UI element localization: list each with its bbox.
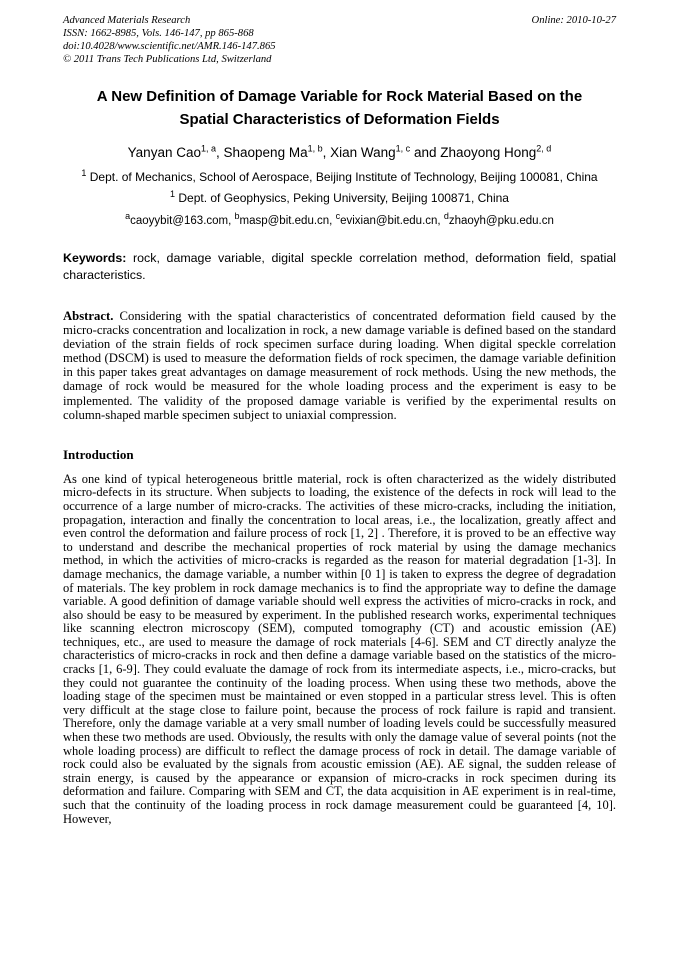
email-superscript: a xyxy=(125,211,131,222)
email-address: zhaoyh@pku.edu.cn xyxy=(448,215,554,227)
keywords-label: Keywords: xyxy=(63,251,127,265)
author-separator: , xyxy=(216,145,224,160)
abstract-text: Considering with the spatial characteristics of concentrated deformation field caused by the micro-cracks concentration and localization in rock, a new damage variable is defined based on the standard deviation of the strain fields of rock specimen surface during loading. When digital speckle correlation method (DSCM) is used to measure the deformation fields of rock specimen, the damage variable definition in this paper takes great advantages on damage measurement of rock methods. Using the new methods, the damage of rock would be measured for the whole loading process and the experiment is easy to be implemented. The validity of the proposed damage variable is verified by the experimental results on column-shaped marble specimen subject to uniaxial compression. xyxy=(63,309,616,422)
affiliation-2 xyxy=(63,191,616,206)
online-date: Online: 2010-10-27 xyxy=(531,15,616,26)
affiliation-superscript: 1 xyxy=(170,189,176,199)
author-superscript: 2, d xyxy=(536,143,552,154)
abstract-label: Abstract. xyxy=(63,309,114,323)
email-superscript: d xyxy=(443,211,449,222)
author-superscript: 1, c xyxy=(395,143,411,154)
email-address: masp@bit.edu.cn, xyxy=(239,215,336,227)
author-name: Shaopeng Ma xyxy=(223,145,308,160)
author-separator: and xyxy=(410,145,441,160)
email-address: caoyybit@163.com, xyxy=(130,215,235,227)
issn-line: ISSN: 1662-8985, Vols. 146-147, pp 865-868 xyxy=(63,28,254,39)
email-superscript: c xyxy=(335,211,341,222)
affiliation-text: Dept. of Geophysics, Peking University, Beijing 100871, China xyxy=(175,191,509,205)
abstract-paragraph xyxy=(63,309,616,422)
author-name: Xian Wang xyxy=(330,145,396,160)
emails-line xyxy=(63,211,616,228)
journal-name: Advanced Materials Research xyxy=(63,15,191,26)
affiliation-superscript: 1 xyxy=(81,168,87,178)
author-name: Zhaoyong Hong xyxy=(440,145,537,160)
author-separator: , xyxy=(322,145,331,160)
affiliation-text: Dept. of Mechanics, School of Aerospace, Beijing Institute of Technology, Beijing 100081, China xyxy=(86,170,598,184)
doi-line: doi:10.4028/www.scientific.net/AMR.146-147.865 xyxy=(63,41,276,52)
author-name: Yanyan Cao xyxy=(127,145,201,160)
publication-header xyxy=(63,14,616,66)
email-address: evixian@bit.edu.cn, xyxy=(340,215,444,227)
email-superscript: b xyxy=(234,211,240,222)
authors-line xyxy=(63,145,616,160)
publication-info xyxy=(63,14,276,66)
author-superscript: 1, a xyxy=(200,143,216,154)
paper-title: A New Definition of Damage Variable for Rock Material Based on the Spatial Characteristics of Deformation Fields xyxy=(96,88,583,128)
keywords-paragraph xyxy=(63,250,616,283)
section-heading-introduction: Introduction xyxy=(63,446,134,462)
keywords-text: rock, damage variable, digital speckle correlation method, deformation field, spatial characteristics. xyxy=(63,251,616,282)
author-superscript: 1, b xyxy=(307,143,323,154)
introduction-paragraph: As one kind of typical heterogeneous brittle material, rock is often characterized as the widely distributed micro-defects in its structure. When subjects to loading, the existence of the defects in rock will lead to the occurrence of a large number of micro-cracks. The activities of these micro-cracks, including the initiation, propagation, interaction and finally the concentration to local areas, i.e., the localization, greatly affect and even control the deformation and failure process of rock [1, 2] . Therefore, it is proved to be an effective way to understand and describe the mechanical properties of rock material by using the damage mechanics method, in which the activities of micro-cracks is regarded as the reason for material degradation [1-3]. In damage mechanics, the damage variable, a number within [0 1] is taken to express the degree of degradation of materials. The key problem in rock damage mechanics is to find the appropriate way to define the damage variable. A good definition of damage variable should well express the activities of micro-cracks in rock, and also should be easy to be measured by experiment. In the published research works, experimental techniques like scanning electron microscopy (SEM), computed tomography (CT) and acoustic emission (AE) techniques, etc., are used to measure the damage of rock materials [4-6]. SEM and CT directly analyze the characteristics of micro-cracks in rock and then define a damage variable based on the statistics of the micro-cracks [1, 6-9]. They could evaluate the damage of rock from its intermediate aspects, i.e., micro-cracks, but they could not guarantee the continuity of the loading process. When using these two methods, above the loading stage of the specimen must be maintained or even stopped in a particular stress level. This is often very difficult at the stage close to failure point, because the process of rock failure is rapid and transient. Therefore, only the damage variable at a very small number of loading levels could be successfully measured when these two methods are used. Obviously, the results with only the damage value of several points (not the whole loading process) are difficult to reflect the damage process of rock in detail. The damage variable of rock could also be evaluated by the signals from acoustic emission (AE). AE signal, the sudden release of strain energy, is caused by the appearance or expansion of micro-cracks in rock specimen during its deformation and failure. Comparing with SEM and CT, the data acquisition in AE experiment is in real-time, such that the continuity of the loading process in rock damage measurement could be guaranteed [4, 10]. However, xyxy=(63,471,616,826)
affiliation-1 xyxy=(63,170,616,185)
copyright-line: © 2011 Trans Tech Publications Ltd, Switzerland xyxy=(63,54,272,65)
